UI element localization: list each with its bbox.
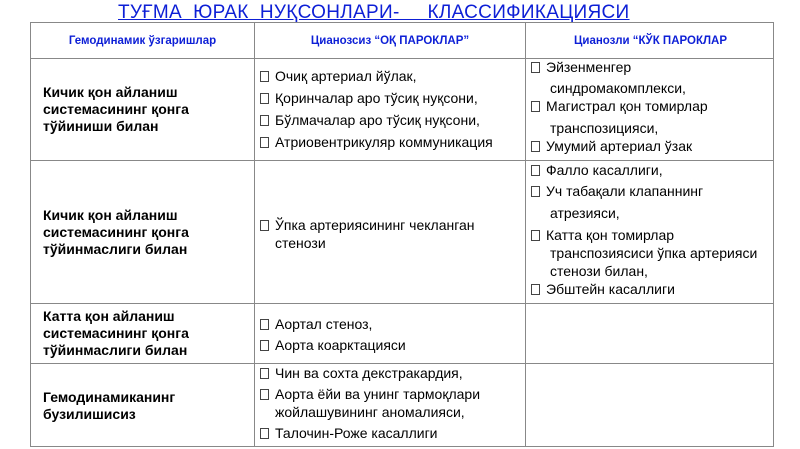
checkbox-bullet-icon bbox=[531, 284, 540, 295]
list-item: Магистрал қон томирлар bbox=[531, 98, 708, 115]
list-item: Атриовентрикуляр коммуникация bbox=[260, 134, 493, 151]
list-item-continuation: атрезияси, bbox=[550, 205, 620, 221]
checkbox-bullet-icon bbox=[260, 389, 269, 400]
list-item-continuation: жойлашувининг аномалияси, bbox=[275, 404, 465, 420]
checkbox-bullet-icon bbox=[260, 137, 269, 148]
checkbox-bullet-icon bbox=[260, 340, 269, 351]
row-label: Кичик қон айланиш системасининг қонга тўйинмаслиги билан bbox=[43, 206, 189, 257]
list-item-continuation: синдромакомплекси, bbox=[550, 80, 686, 96]
column-header-hemodynamic: Гемодинамик ўзгаришлар bbox=[68, 34, 217, 47]
checkbox-bullet-icon bbox=[531, 186, 540, 197]
checkbox-bullet-icon bbox=[260, 220, 269, 231]
list-item: Фалло касаллиги, bbox=[531, 162, 663, 179]
list-item: Аорта ёйи ва унинг тармоқлари bbox=[260, 386, 480, 403]
checkbox-bullet-icon bbox=[531, 230, 540, 241]
checkbox-bullet-icon bbox=[260, 71, 269, 82]
checkbox-bullet-icon bbox=[260, 428, 269, 439]
checkbox-bullet-icon bbox=[260, 368, 269, 379]
list-item-continuation: стенози bbox=[275, 235, 326, 251]
checkbox-bullet-icon bbox=[531, 62, 540, 73]
acyanotic-list bbox=[260, 304, 525, 363]
page-title: ТУҒМА ЮРАК НУҚСОНЛАРИ- КЛАССИФИКАЦИЯСИ bbox=[118, 2, 630, 23]
list-item-continuation: транспозиясиси ўпка артерияси bbox=[550, 245, 758, 261]
column-divider bbox=[254, 23, 255, 446]
row-label: Катта қон айланиш системасининг қонга тўйинмаслиги билан bbox=[43, 308, 189, 358]
cyanotic-list bbox=[531, 161, 775, 303]
acyanotic-list bbox=[260, 59, 525, 160]
classification-table bbox=[30, 22, 774, 447]
checkbox-bullet-icon bbox=[260, 115, 269, 126]
checkbox-bullet-icon bbox=[260, 93, 269, 104]
list-item: Қоринчалар аро тўсиқ нуқсони, bbox=[260, 90, 478, 107]
list-item-continuation: стенози билан, bbox=[550, 263, 648, 279]
checkbox-bullet-icon bbox=[531, 141, 540, 152]
list-item: Эйзенменгер bbox=[531, 59, 631, 76]
list-item: Катта қон томирлар bbox=[531, 227, 674, 244]
column-header-cyanotic: Цианозли “КЎК ПАРОКЛАР bbox=[573, 34, 728, 47]
acyanotic-list bbox=[260, 161, 525, 303]
acyanotic-list bbox=[260, 364, 525, 448]
list-item: Очиқ артериал йўлак, bbox=[260, 68, 417, 85]
column-divider bbox=[525, 23, 526, 446]
list-item: Умумий артериал ўзак bbox=[531, 138, 692, 155]
checkbox-bullet-icon bbox=[531, 165, 540, 176]
list-item: Чин ва сохта декстракардия, bbox=[260, 365, 463, 382]
list-item: Аортал стеноз, bbox=[260, 316, 372, 333]
list-item: Эбштейн касаллиги bbox=[531, 281, 675, 298]
row-label: Гемодинамиканинг бузилишисиз bbox=[43, 389, 176, 422]
list-item-continuation: транспозицияси, bbox=[550, 120, 659, 136]
row-label: Кичик қон айланиш системасининг қонга тўйиниши билан bbox=[43, 84, 189, 134]
list-item: Ўпка артериясининг чекланган bbox=[260, 217, 475, 234]
list-item: Талочин-Роже касаллиги bbox=[260, 425, 438, 442]
list-item: Бўлмачалар аро тўсиқ нуқсони, bbox=[260, 112, 480, 129]
column-header-acyanotic: Цианозсиз “ОҚ ПАРОКЛАР” bbox=[310, 34, 470, 47]
cyanotic-list bbox=[531, 59, 775, 160]
list-item: Аорта коарктацияси bbox=[260, 337, 406, 354]
checkbox-bullet-icon bbox=[260, 319, 269, 330]
list-item: Уч табақали клапаннинг bbox=[531, 183, 703, 200]
checkbox-bullet-icon bbox=[531, 101, 540, 112]
